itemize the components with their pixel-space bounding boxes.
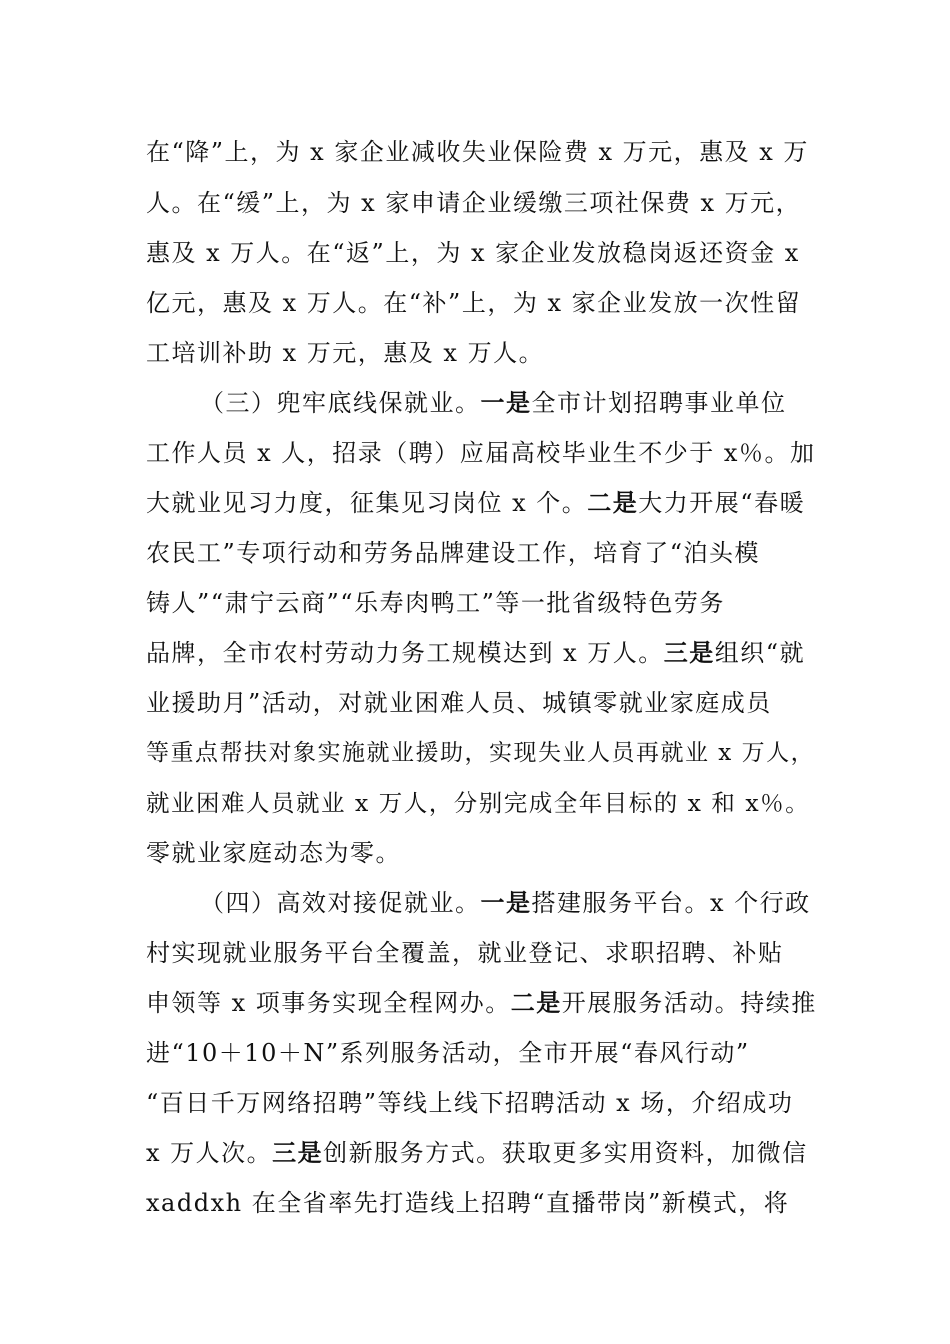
text-span: 大就业见习力度，征集见习岗位 x 个。 [146, 489, 588, 517]
text-line [146, 1136, 808, 1170]
text-line [146, 986, 817, 1020]
text-line: 铸人”“肃宁云商”“乐寿肉鸭工”等一批省级特色劳务 [146, 589, 725, 617]
emphasis-label: 一是 [480, 389, 532, 417]
text-span: 申领等 x 项事务实现全程网办。 [146, 989, 511, 1017]
emphasis-label: 一是 [480, 889, 532, 917]
text-line: 就业困难人员就业 x 万人，分别完成全年目标的 x 和 x％。 [146, 789, 811, 817]
text-line: 零就业家庭动态为零。 [146, 839, 401, 867]
text-line: 等重点帮扶对象实施就业援助，实现失业人员再就业 x 万人， [146, 740, 816, 766]
text-line: 农民工”专项行动和劳务品牌建设工作，培育了“泊头模 [146, 539, 761, 567]
section-heading: （四）高效对接促就业。 [200, 889, 481, 917]
text-span: 大力开展“春暖 [638, 489, 806, 517]
text-span: 搭建服务平台。x 个行政 [531, 889, 811, 917]
text-line: “百日千万网络招聘”等线上线下招聘活动 x 场，介绍成功 [146, 1089, 794, 1117]
text-line [146, 486, 805, 520]
section-heading-line [200, 886, 811, 920]
text-line: 在“降”上，为 x 家企业减收失业保险费 x 万元，惠及 x 万 [146, 138, 809, 166]
text-span: 全市计划招聘事业单位 [531, 389, 787, 417]
text-line: 亿元，惠及 x 万人。在“补”上，为 x 家企业发放一次性留 [146, 289, 802, 317]
text-span: 创新服务方式。获取更多实用资料，加微信 [323, 1139, 808, 1167]
text-line: xaddxh 在全省率先打造线上招聘“直播带岗”新模式，将 [146, 1189, 790, 1217]
text-line: 工作人员 x 人，招录（聘）应届高校毕业生不少于 x％。加 [146, 439, 816, 467]
emphasis-label: 二是 [587, 489, 639, 517]
emphasis-label: 二是 [510, 989, 562, 1017]
text-line: 村实现就业服务平台全覆盖，就业登记、求职招聘、补贴 [146, 939, 784, 967]
text-span: 组织“就 [714, 639, 806, 667]
text-span: 品牌，全市农村劳动力务工规模达到 x 万人。 [146, 639, 664, 667]
text-line: 工培训补助 x 万元，惠及 x 万人。 [146, 339, 545, 367]
emphasis-label: 三是 [272, 1139, 324, 1167]
text-line: 人。在“缓”上，为 x 家申请企业缓缴三项社保费 x 万元， [146, 189, 802, 217]
text-span: x 万人次。 [146, 1139, 273, 1167]
text-line: 惠及 x 万人。在“返”上，为 x 家企业发放稳岗返还资金 x [146, 239, 800, 267]
section-heading-line [200, 386, 787, 420]
text-line [146, 636, 805, 670]
text-line: 进“10＋10＋N”系列服务活动，全市开展“春风行动” [146, 1039, 750, 1067]
section-heading: （三）兜牢底线保就业。 [200, 389, 481, 417]
emphasis-label: 三是 [663, 639, 715, 667]
text-span: 开展服务活动。持续推 [561, 989, 817, 1017]
text-line: 业援助月”活动，对就业困难人员、城镇零就业家庭成员 [146, 689, 772, 717]
